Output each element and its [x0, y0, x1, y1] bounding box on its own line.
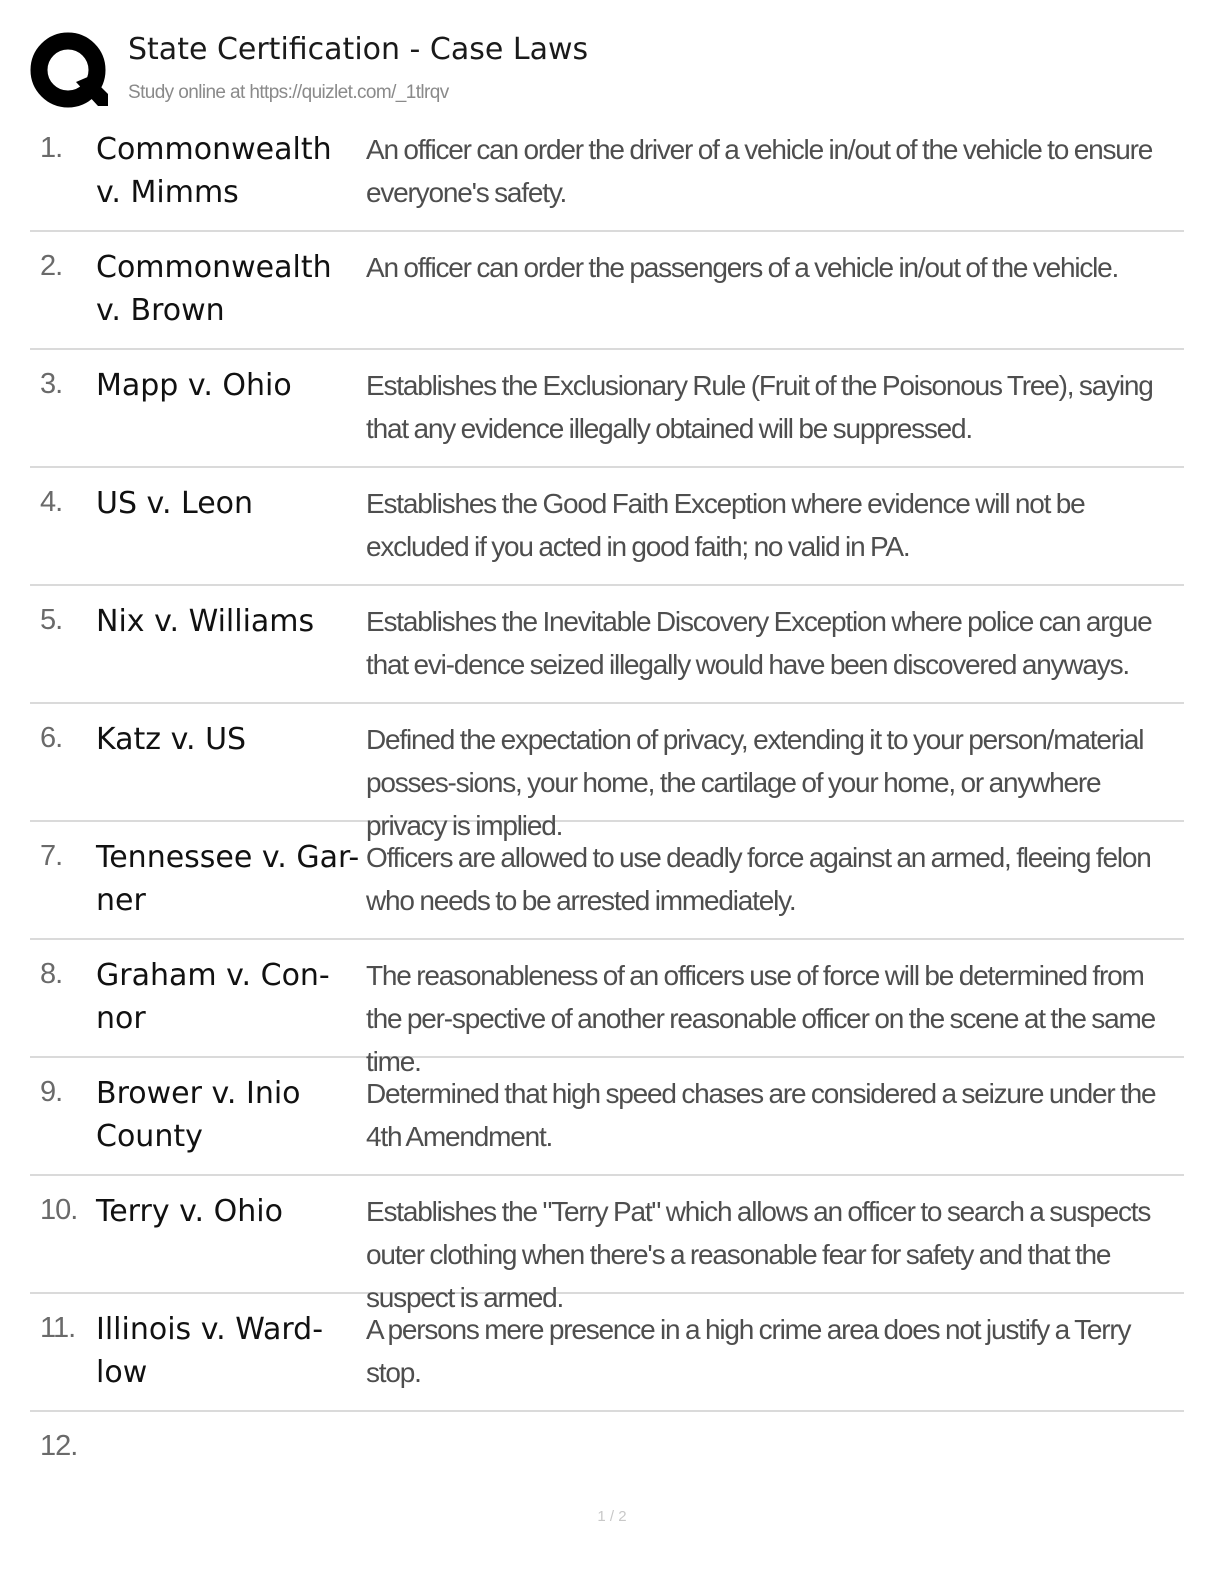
flashcard-row	[30, 704, 1184, 841]
flashcard-row	[30, 468, 1184, 586]
card-number: 2.	[40, 250, 63, 282]
card-definition: Establishes the Inevitable Discovery Exception where police can argue that evi-dence seized illegally would have been discovered anyways.	[366, 606, 1152, 680]
card-term: Nix v. Williams	[96, 604, 315, 639]
card-definition: Establishes the "Terry Pat" which allows an officer to search a suspects outer clothing when there's a reasonable fear for safety and that the suspect is armed.	[366, 1196, 1151, 1313]
flashcard-row	[30, 350, 1184, 468]
card-definition: Determined that high speed chases are considered a seizure under the 4th Amendment.	[366, 1078, 1156, 1152]
card-definition: A persons mere presence in a high crime area does not justify a Terry stop.	[366, 1314, 1131, 1388]
card-definition: An officer can order the driver of a vehicle in/out of the vehicle to ensure everyone's safety.	[366, 134, 1153, 208]
flashcard-row	[30, 1058, 1184, 1176]
flashcard-row	[30, 232, 1184, 350]
card-term: Terry v. Ohio	[96, 1194, 283, 1229]
page-subtitle: Study online at https://quizlet.com/_1tlrqv	[128, 82, 449, 103]
card-term: US v. Leon	[96, 486, 254, 521]
flashcard-row	[30, 822, 1184, 940]
card-term: Commonwealth v. Brown	[96, 250, 332, 328]
flashcard-row	[30, 1176, 1184, 1313]
card-number: 12.	[40, 1430, 78, 1462]
card-term: Graham v. Con-nor	[96, 958, 330, 1036]
flashcard-row	[30, 1294, 1184, 1412]
card-number: 5.	[40, 604, 63, 636]
card-number: 6.	[40, 722, 63, 754]
card-term: Katz v. US	[96, 722, 247, 757]
flashcard-row	[30, 114, 1184, 232]
card-definition: Officers are allowed to use deadly force against an armed, fleeing felon who needs to be arrested immediately.	[366, 842, 1151, 916]
card-number: 8.	[40, 958, 63, 990]
card-term: Commonwealth v. Mimms	[96, 132, 332, 210]
card-number: 3.	[40, 368, 63, 400]
card-definition: An officer can order the passengers of a vehicle in/out of the vehicle.	[366, 252, 1119, 283]
card-number: 1.	[40, 132, 63, 164]
card-number: 11.	[40, 1312, 76, 1344]
page-number: 1 / 2	[597, 1508, 627, 1525]
card-definition: Defined the expectation of privacy, extending it to your person/material posses-sions, your home, the cartilage of your home, or anywhere privacy is implied.	[366, 724, 1144, 841]
card-number: 7.	[40, 840, 63, 872]
document-header	[30, 30, 1184, 114]
flashcard-list	[30, 114, 1184, 1528]
card-definition: Establishes the Good Faith Exception where evidence will not be excluded if you acted in good faith; no valid in PA.	[366, 488, 1085, 562]
flashcard-row	[30, 940, 1184, 1077]
card-number: 4.	[40, 486, 63, 518]
card-term: Tennessee v. Gar-ner	[96, 840, 360, 918]
card-term: Illinois v. Ward-low	[96, 1312, 324, 1390]
card-number: 9.	[40, 1076, 63, 1108]
flashcard-row	[30, 586, 1184, 704]
card-number: 10.	[40, 1194, 78, 1226]
card-definition: The reasonableness of an officers use of force will be determined from the per-spective of another reasonable officer on the scene at the same time.	[366, 960, 1155, 1077]
card-term: Brower v. Inio County	[96, 1076, 301, 1154]
page-title: State Certification - Case Laws	[128, 32, 589, 67]
quizlet-logo-icon	[30, 32, 110, 112]
card-definition: Establishes the Exclusionary Rule (Fruit of the Poisonous Tree), saying that any evidence illegally obtained will be suppressed.	[366, 370, 1153, 444]
card-term: Mapp v. Ohio	[96, 368, 292, 403]
